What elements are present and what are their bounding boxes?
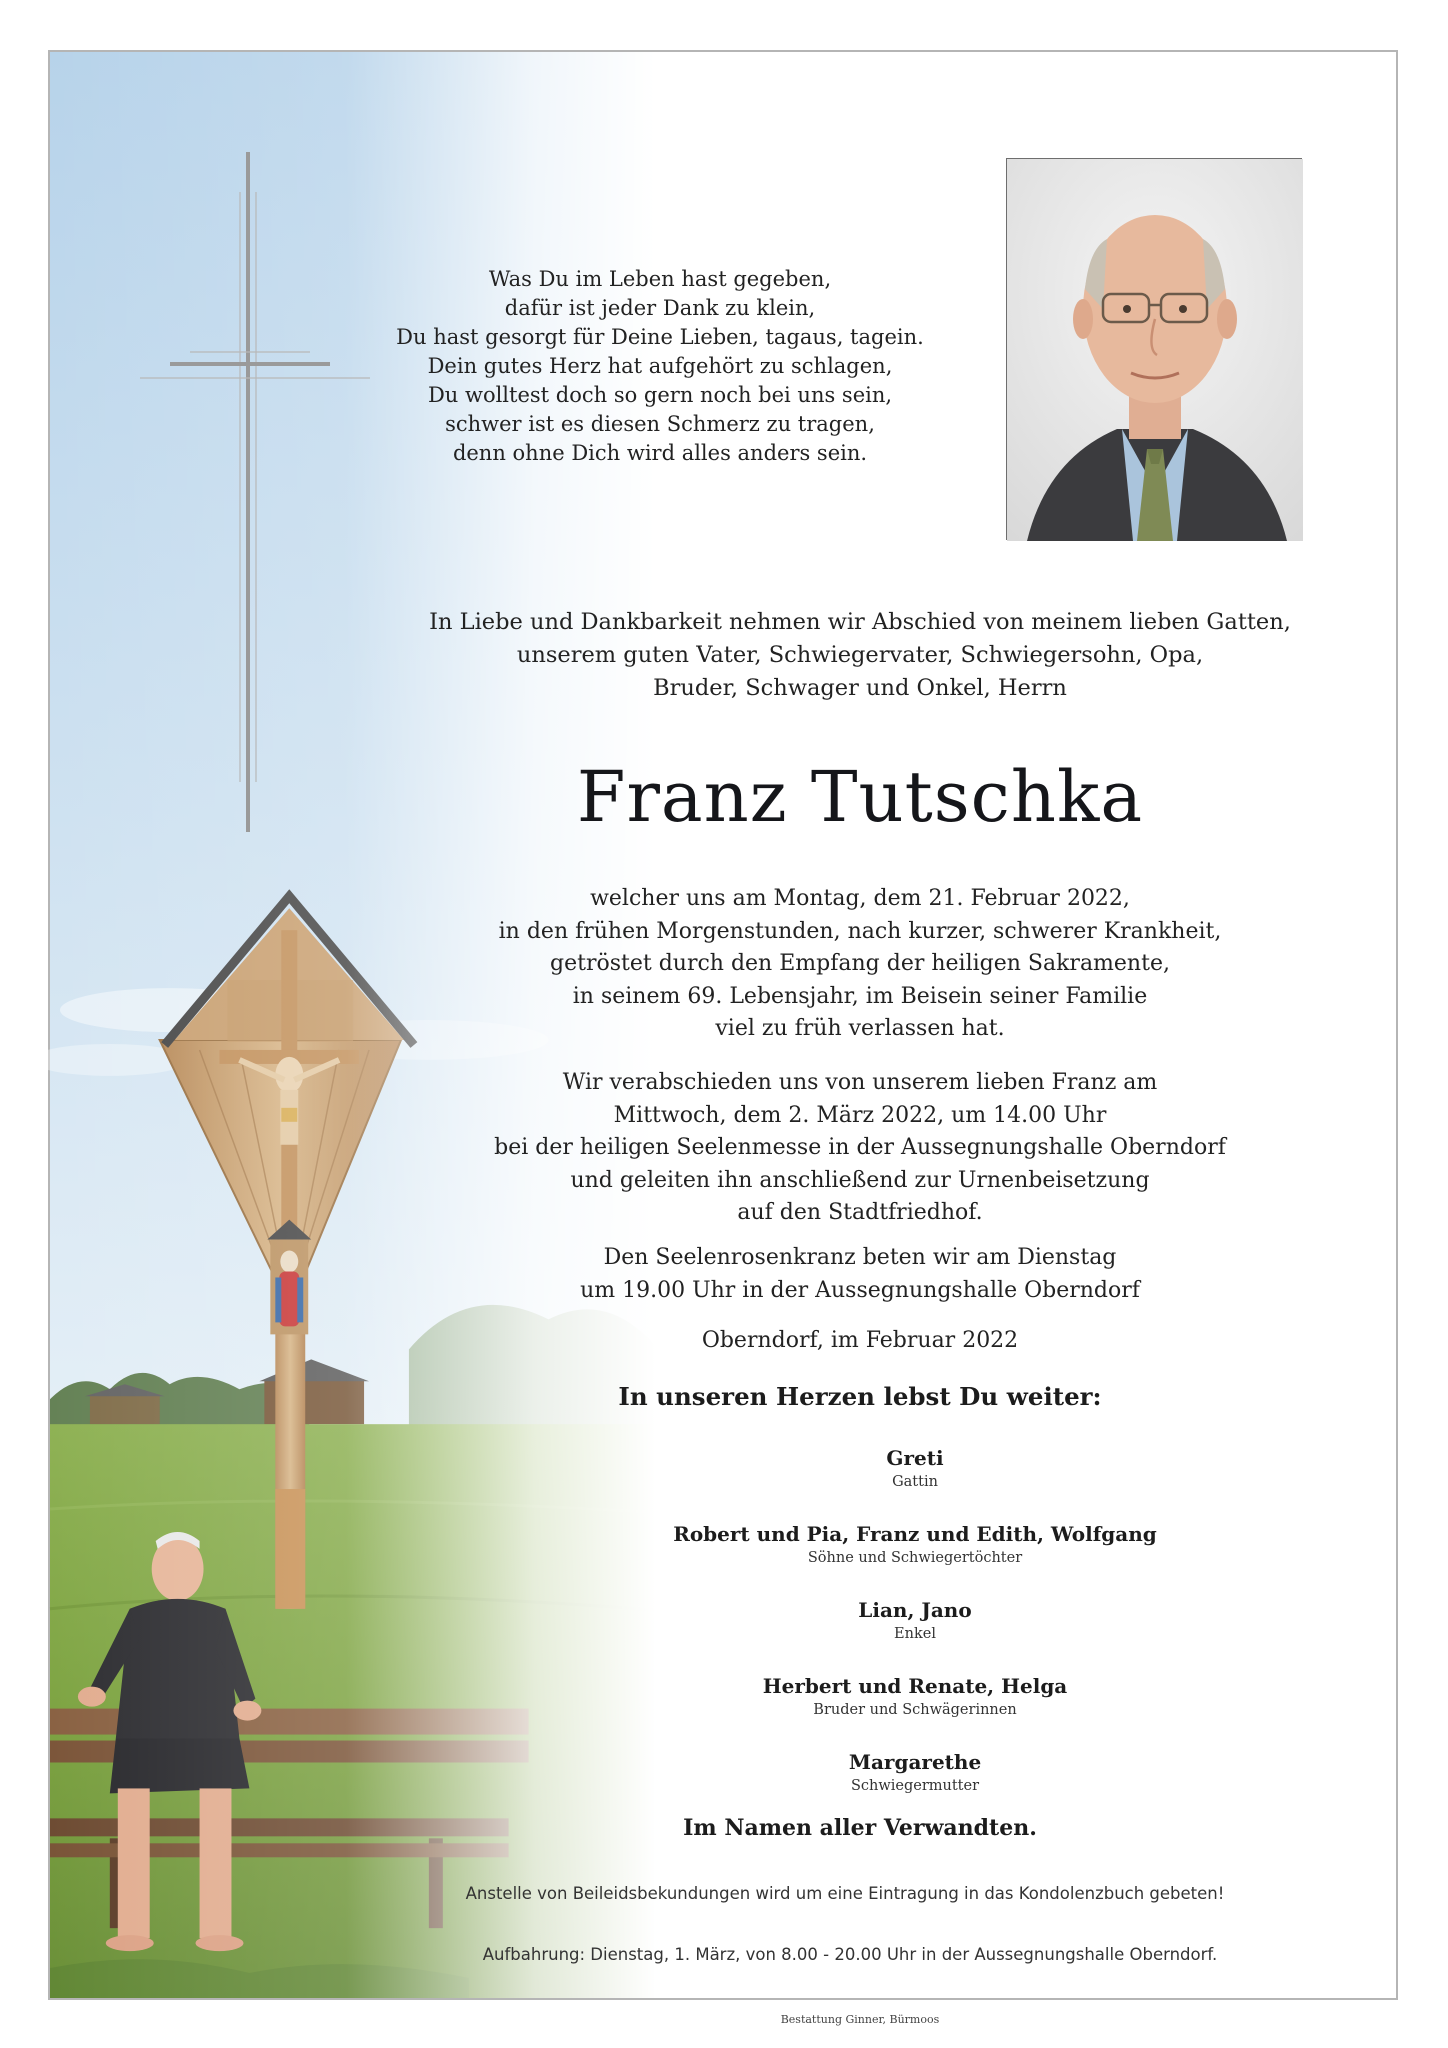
- funeral-line: und geleiten ihn anschließend zur Urnenbeisetzung: [570, 1167, 1150, 1193]
- funeral-home: Bestattung Ginner, Bürmoos: [780, 2013, 940, 2026]
- mourner-group: [500, 1748, 1330, 1824]
- closing-line: Im Namen aller Verwandten.: [683, 1815, 1037, 1841]
- death-notice-line: in den frühen Morgenstunden, nach kurzer, schwerer Krankheit,: [498, 918, 1222, 944]
- poem-line: schwer ist es diesen Schmerz zu tragen,: [445, 412, 875, 436]
- mourner-names: Robert und Pia, Franz und Edith, Wolfgang: [673, 1522, 1157, 1546]
- intro-line: unserem guten Vater, Schwiegervater, Schwiegersohn, Opa,: [516, 642, 1204, 668]
- poem-line: Du hast gesorgt für Deine Lieben, tagaus, tagein.: [396, 325, 924, 349]
- funeral-line: auf den Stadtfriedhof.: [737, 1200, 983, 1225]
- death-notice-line: getröstet durch den Empfang der heiligen Sakramente,: [550, 951, 1170, 976]
- poem-line: dafür ist jeder Dank zu klein,: [504, 296, 816, 320]
- funeral-line: bei der heiligen Seelenmesse in der Aussegnungshalle Oberndorf: [494, 1135, 1226, 1160]
- mourner-group: [500, 1444, 1330, 1520]
- cross-icon: [140, 152, 380, 832]
- mourner-relation: Schwiegermutter: [850, 1778, 980, 1794]
- death-notice-line: welcher uns am Montag, dem 21. Februar 2022,: [590, 886, 1130, 911]
- intro-line: In Liebe und Dankbarkeit nehmen wir Abschied von meinem lieben Gatten,: [429, 609, 1291, 635]
- mourner-names: Greti: [886, 1446, 944, 1470]
- mourner-relation: Söhne und Schwiegertöchter: [807, 1550, 1023, 1566]
- funeral-line: Wir verabschieden uns von unserem lieben Franz am: [562, 1070, 1158, 1095]
- portrait-image: [1007, 159, 1303, 541]
- portrait-photo: [1006, 158, 1302, 540]
- funeral-details: [450, 1067, 1270, 1230]
- death-notice-line: viel zu früh verlassen hat.: [715, 1016, 1005, 1041]
- farewell-intro: [380, 606, 1340, 705]
- mourner-names: Lian, Jano: [858, 1598, 972, 1622]
- rosary-details: [450, 1242, 1270, 1307]
- mourner-names: Herbert und Renate, Helga: [762, 1674, 1068, 1698]
- poem-line: Du wolltest doch so gern noch bei uns sein,: [427, 383, 893, 407]
- place-date: Oberndorf, im Februar 2022: [701, 1328, 1019, 1353]
- rosary-line: Den Seelenrosenkranz beten wir am Dienstag: [603, 1245, 1117, 1270]
- mourner-relation: Gattin: [892, 1474, 938, 1490]
- mourners-list: [500, 1444, 1330, 1824]
- viewing-note: Aufbahrung: Dienstag, 1. März, von 8.00 - 20.00 Uhr in der Aussegnungshalle Oberndorf.: [482, 1945, 1218, 1964]
- poem-line: Was Du im Leben hast gegeben,: [488, 267, 832, 291]
- mourner-group: [500, 1596, 1330, 1672]
- obituary-card: [48, 50, 1398, 2026]
- death-notice-line: in seinem 69. Lebensjahr, im Beisein seiner Familie: [572, 983, 1148, 1009]
- rosary-line: um 19.00 Uhr in der Aussegnungshalle Oberndorf: [580, 1277, 1140, 1303]
- intro-line: Bruder, Schwager und Onkel, Herrn: [653, 675, 1067, 701]
- mourner-relation: Bruder und Schwägerinnen: [813, 1702, 1017, 1718]
- mourner-group: [500, 1672, 1330, 1748]
- funeral-line: Mittwoch, dem 2. März 2022, um 14.00 Uhr: [613, 1102, 1107, 1128]
- poem-line: Dein gutes Herz hat aufgehört zu schlagen,: [427, 354, 893, 378]
- poem-line: denn ohne Dich wird alles anders sein.: [452, 441, 868, 465]
- mourner-group: [500, 1520, 1330, 1596]
- mourner-relation: Enkel: [894, 1626, 936, 1642]
- deceased-name: Franz Tutschka: [576, 756, 1144, 838]
- condolence-note: Anstelle von Beileidsbekundungen wird um eine Eintragung in das Kondolenzbuch gebeten!: [465, 1884, 1225, 1903]
- mourner-names: Margarethe: [848, 1750, 982, 1774]
- mourners-heading: In unseren Herzen lebst Du weiter:: [618, 1382, 1102, 1411]
- death-notice: [450, 883, 1270, 1046]
- poem: [320, 265, 1000, 468]
